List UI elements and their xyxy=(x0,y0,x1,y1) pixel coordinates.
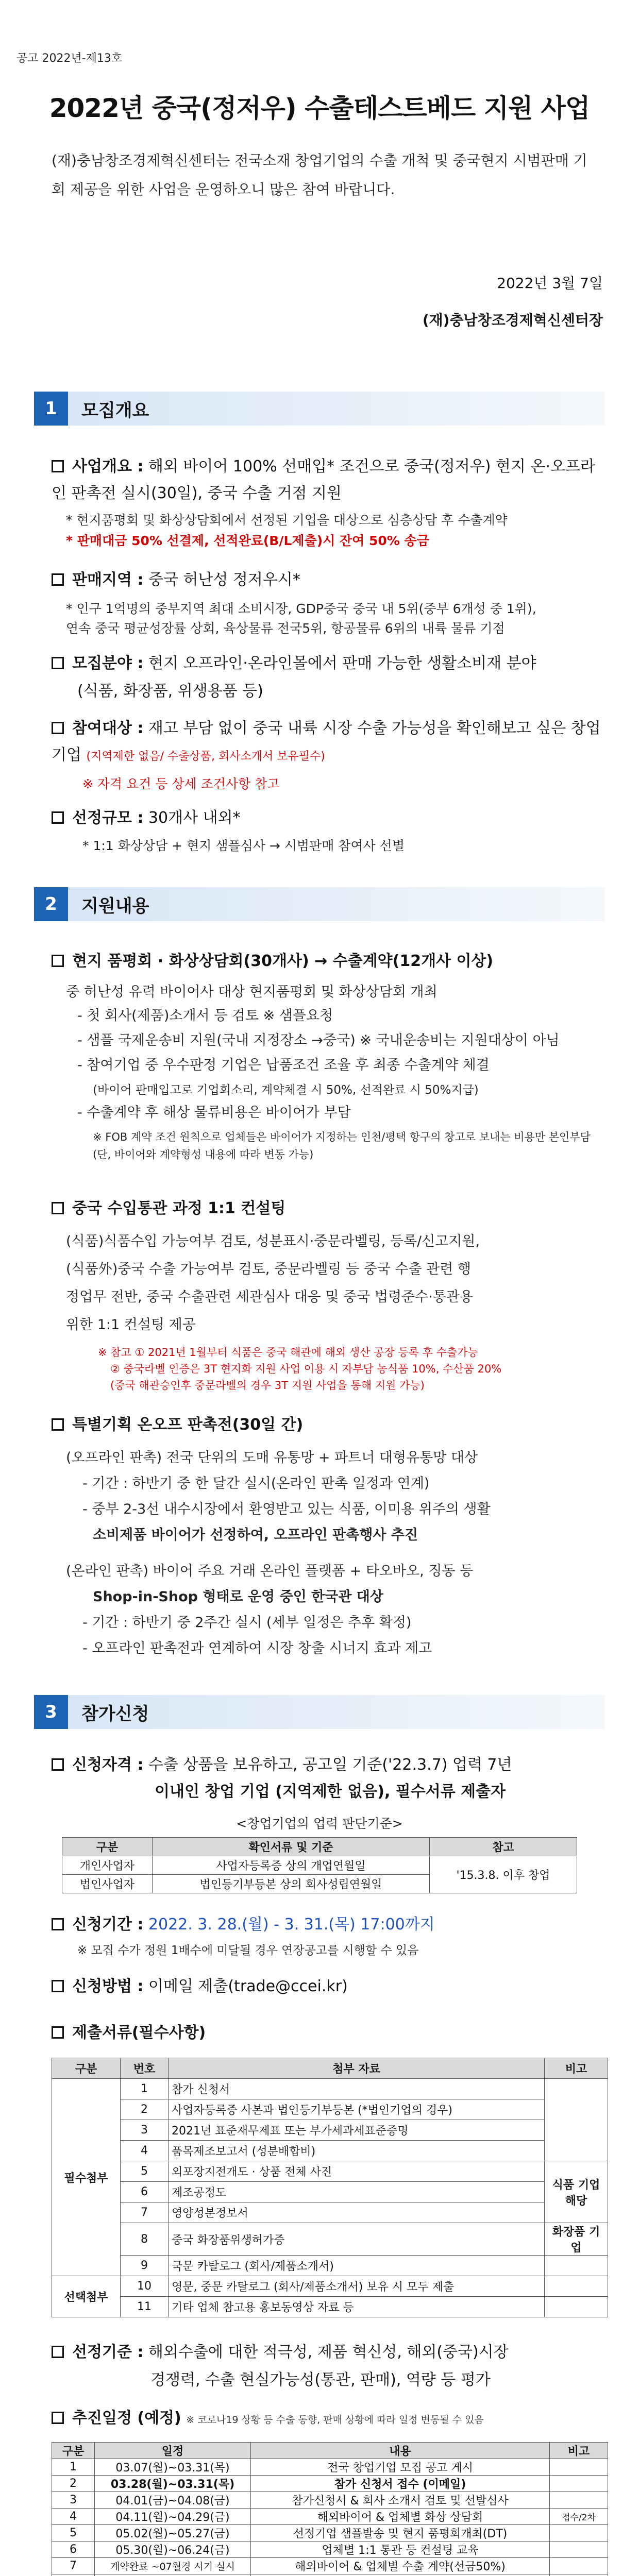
table-header-cell: 확인서류 및 기준 xyxy=(152,1838,429,1856)
item-sales-region: 판매지역 : 중국 허난성 정저우시* xyxy=(52,567,603,594)
support-line: - 참여기업 중 우수판정 기업은 납품조건 조율 후 최종 수출계약 체결 xyxy=(77,1057,490,1073)
table-row: 3 04.01(금)~04.08(금) 참가신청서 & 회사 소개서 검토 및 선발심사 xyxy=(52,2492,608,2509)
table-header-cell: 참고 xyxy=(430,1838,577,1856)
table-row: 1 03.07(월)~03.31(목) 전국 창업기업 모집 공고 게시 xyxy=(52,2459,608,2476)
table-row: 9 국문 카탈로그 (회사/제품소개서) xyxy=(52,2256,608,2276)
checkbox-square-icon xyxy=(52,573,64,586)
checkbox-square-icon xyxy=(52,1918,64,1930)
note-line-red: ※ 자격 요건 등 상세 조건사항 참고 xyxy=(82,776,280,791)
qualification-line-2: 이내인 창업 기업 (지역제한 없음), 필수서류 제출자 xyxy=(155,1783,506,1801)
support-line: (식품)식품수입 가능여부 검토, 성분표시·중문라벨링, 등록/신고지원, xyxy=(66,1233,480,1249)
notice-number: 공고 2022년-제13호 xyxy=(16,52,123,65)
table-row: 7 영양성분정보서 xyxy=(52,2202,608,2223)
table-row: 5 05.02(월)~05.27(금) 선정기업 샘플발송 및 현지 품평회개최(DT) xyxy=(52,2525,608,2541)
item-required-documents: 제출서류(필수사항) xyxy=(52,2020,603,2046)
section-number: 2 xyxy=(34,887,68,921)
table-caption: <창업기업의 업력 판단기준> xyxy=(236,1816,403,1831)
support-line: 위한 1:1 컨설팅 제공 xyxy=(66,1317,196,1333)
section-header-application xyxy=(34,1695,605,1729)
section-header-support xyxy=(34,887,605,921)
note-line: * 현지품평회 및 화상상담회에서 선정된 기업을 대상으로 심층상담 후 수출계약 xyxy=(66,513,508,528)
item-selection-scale: 선정규모 : 30개사 내외* xyxy=(52,805,603,832)
page-title: 2022년 중국(정저우) 수출테스트베드 지원 사업 xyxy=(49,93,590,123)
item-target: 참여대상 : 재고 부담 없이 중국 내륙 시장 수출 가능성을 확인해보고 싶은 창업기업 (지역제한 없음/ 수출상품, 회사소개서 보유필수) xyxy=(52,719,601,764)
support-line: Shop-in-Shop 형태로 운영 중인 한국관 대상 xyxy=(93,1589,383,1605)
support-line: (온라인 판촉) 바이어 주요 거래 온라인 플랫폼 + 타오바오, 징동 등 xyxy=(66,1563,474,1579)
checkbox-square-icon xyxy=(52,657,64,669)
support-line: - 중부 2-3선 내수시장에서 환영받고 있는 식품, 이미용 위주의 생활 xyxy=(82,1501,491,1517)
schedule-table: 구분 일정 내용 비고 1 03.07(월)~03.31(목) 전국 창업기업 모집 공고 게시 2 03.28(월)~03.31(목) 참가 신청서 접수 (이메일) 3 04.01(금)~04.08(금) 참가신청서 & 회사 소개서 검토 및 선발심사 4 04.11(월)~04.29(금) 해외바이어 & 업체별 화상 상담회 접수/2차 5 05.02(월)~05.27(금) 선정기업 샘플발송 및 현지 품평회개최(DT) 6 05.30(월)~06.24(금) 업체별 1:1 통관 등 컨설팅 교육 7 계약완료 ~07월경 시기 실시 해외바이어 & 업체별 수출 계약(선금50%) xyxy=(52,2442,608,2576)
checkbox-square-icon xyxy=(52,1980,64,1992)
support-line: 중 허난성 유력 바이어사 대상 현지품평회 및 화상상담회 개최 xyxy=(66,984,438,1000)
table-row: 선택첨부 10 영문, 중문 카탈로그 (회사/제품소개서) 보유 시 모두 제출 xyxy=(52,2276,608,2297)
checkbox-square-icon xyxy=(52,955,64,967)
note-line: 연속 중국 평균성장률 상회, 육상물류 전국5위, 항공물류 6위의 내륙 물류 기점 xyxy=(66,621,505,636)
table-row: 법인사업자 법인등기부등본 상의 회사성립연월일 xyxy=(62,1875,577,1893)
note-line: * 인구 1억명의 중부지역 최대 소비시장, GDP중국 중국 내 5위(중부 6개성 중 1위), xyxy=(66,601,536,616)
section-title: 참가신청 xyxy=(68,1695,605,1729)
organization-name: (재)충남창조경제혁신센터장 xyxy=(422,312,603,329)
table-row: 6 제조공정도 xyxy=(52,2182,608,2202)
table-row: 필수첨부 1 참가 신청서 xyxy=(52,2079,608,2099)
section-header-overview xyxy=(34,392,605,426)
support-line: - 샘플 국제운송비 지원(국내 지정장소 →중국) ※ 국내운송비는 지원대상이 아님 xyxy=(77,1032,560,1048)
item-selection-criteria: 선정기준 : 해외수출에 대한 적극성, 제품 혁신성, 해외(중국)시장 xyxy=(52,2339,603,2366)
selection-criteria-line-2: 경쟁력, 수출 현실가능성(통관, 판매), 역량 등 평가 xyxy=(150,2371,491,2389)
section-title: 모집개요 xyxy=(68,392,605,426)
support-program-2-heading: 중국 수입통관 과정 1:1 컨설팅 xyxy=(52,1195,603,1222)
note-line-red: * 판매대금 50% 선결제, 선적완료(B/L제출)시 잔여 50% 송금 xyxy=(66,533,429,548)
support-line: (바이어 판매입고로 기업회소리, 계약체결 시 50%, 선적완료 시 50%지급) xyxy=(93,1083,479,1097)
documents-table: 구분 번호 첨부 자료 비고 필수첨부 1 참가 신청서 2 사업자등록증 사본과 법인등기부등본 (*법인기업의 경우) 3 2021년 표준재무제표 또는 부가세과세표준증명 4 품목제조보고서 (성분배합비) 5 외포장지전개도 · 상품 전체 사진 식품 기업 해당 6 제조공정도 7 영양성분정보서 8 중국 화장품위생허가증 화장품 기업 9 국문 카탈로그 (회사/제품소개서) 선택첨부 10 영문, 중문 카탈로그 (회사/제품소개서) 보유 시 모두 제출 11 기타 업체 참고용 홍보동영상 자료 등 xyxy=(52,2058,608,2317)
checkbox-square-icon xyxy=(52,2346,64,2358)
item-application-period: 신청기간 : 2022. 3. 28.(월) - 3. 31.(목) 17:00까지 xyxy=(52,1911,603,1938)
support-note-red: ※ 참고 ① 2021년 1월부터 식품은 중국 해관에 해외 생산 공장 등록 후 수출가능 xyxy=(98,1346,478,1359)
item-business-overview: 사업개요 : 해외 바이어 100% 선매입* 조건으로 중국(정저우) 현지 온·오프라인 판촉전 실시(30일), 중국 수출 거점 지원 xyxy=(52,457,595,502)
table-header-cell: 구분 xyxy=(62,1838,153,1856)
support-program-1-heading: 현지 품평회 · 화상상담회(30개사) → 수출계약(12개사 이상) xyxy=(52,948,603,975)
support-line: 소비제품 바이어가 선정하여, 오프라인 판촉행사 추진 xyxy=(93,1527,418,1543)
table-row: 4 품목제조보고서 (성분배합비) xyxy=(52,2141,608,2161)
table-row: 8 중국 화장품위생허가증 화장품 기업 xyxy=(52,2223,608,2256)
checkbox-square-icon xyxy=(52,1758,64,1771)
table-row: 4 04.11(월)~04.29(금) 해외바이어 & 업체별 화상 상담회 접수/2차 xyxy=(52,2509,608,2525)
support-line: - 기간 : 하반기 중 한 달간 실시(온라인 판촉 일정과 연계) xyxy=(82,1476,430,1492)
support-line: - 오프라인 판촉전과 연계하여 시장 창출 시너지 효과 제고 xyxy=(82,1640,432,1656)
support-note-red: (중국 해관승인후 중문라벨의 경우 3T 지원 사업을 통해 지원 가능) xyxy=(110,1379,425,1392)
table-row: 6 05.30(월)~06.24(금) 업체별 1:1 통관 등 컨설팅 교육 xyxy=(52,2541,608,2558)
startup-age-table xyxy=(62,1837,577,1893)
support-line: (오프라인 판촉) 전국 단위의 도매 유통망 + 파트너 대형유통망 대상 xyxy=(66,1450,478,1466)
item-recruit-field: 모집분야 : 현지 오프라인·온라인몰에서 판매 가능한 생활소비재 분야 xyxy=(52,650,603,677)
table-row: 7 계약완료 ~07월경 시기 실시 해외바이어 & 업체별 수출 계약(선금50%) xyxy=(52,2558,608,2574)
table-row: 2 사업자등록증 사본과 법인등기부등본 (*법인기업의 경우) xyxy=(52,2099,608,2120)
section-number: 3 xyxy=(34,1695,68,1729)
item-schedule: 추진일정 (예정) ※ 코로나19 상황 등 수출 동향, 판매 상황에 따라 일정 변동될 수 있음 xyxy=(52,2405,603,2433)
support-line: - 기간 : 하반기 중 2주간 실시 (세부 일정은 추후 확정) xyxy=(82,1615,412,1631)
notice-date: 2022년 3월 7일 xyxy=(497,275,603,292)
checkbox-square-icon xyxy=(52,2026,64,2039)
support-program-3-heading: 특별기획 온오프 판촉전(30일 간) xyxy=(52,1412,603,1438)
checkbox-square-icon xyxy=(52,2412,64,2424)
intro-paragraph: (재)충남창조경제혁신센터는 전국소재 창업기업의 수출 개척 및 중국현지 시범판매 기회 제공을 위한 사업을 운영하오니 많은 참여 바랍니다. xyxy=(52,152,587,198)
checkbox-square-icon xyxy=(52,460,64,472)
table-row: 3 2021년 표준재무제표 또는 부가세과세표준증명 xyxy=(52,2120,608,2141)
support-note: ※ FOB 계약 조건 원칙으로 업체들은 바이어가 지정하는 인천/평택 항구의 창고로 보내는 비용만 본인부담(단, 바이어와 계약형성 내용에 따라 변동 가능) xyxy=(93,1131,591,1161)
table-row: 11 기타 업체 참고용 홍보동영상 자료 등 xyxy=(52,2297,608,2317)
item-recruit-field-examples: (식품, 화장품, 위생용품 등) xyxy=(77,682,263,700)
checkbox-square-icon xyxy=(52,811,64,824)
section-number: 1 xyxy=(34,392,68,426)
checkbox-square-icon xyxy=(52,1202,64,1214)
note-line: * 1:1 화상상담 + 현지 샘플심사 → 시범판매 참여사 선별 xyxy=(82,838,405,853)
note-line: ※ 모집 수가 정원 1배수에 미달될 경우 연장공고를 시행할 수 있음 xyxy=(77,1944,419,1957)
table-row: 2 03.28(월)~03.31(목) 참가 신청서 접수 (이메일) xyxy=(52,2476,608,2492)
support-line: - 첫 회사(제품)소개서 등 검토 ※ 샘플요청 xyxy=(77,1008,333,1024)
support-line: 정업무 전반, 중국 수출관련 세관심사 대응 및 중국 법령준수·통관용 xyxy=(66,1289,474,1305)
support-line: - 수출계약 후 해상 물류비용은 바이어가 부담 xyxy=(77,1105,351,1121)
item-qualification: 신청자격 : 수출 상품을 보유하고, 공고일 기준('22.3.7) 업력 7년 xyxy=(52,1752,603,1778)
support-note-red: ② 중국라벨 인증은 3T 현지화 지원 사업 이용 시 자부담 농식품 10%, 수산품 20% xyxy=(110,1363,502,1375)
support-line: (식품外)중국 수출 가능여부 검토, 중문라벨링 등 중국 수출 관련 행 xyxy=(66,1261,471,1277)
checkbox-square-icon xyxy=(52,1418,64,1431)
table-row: 5 외포장지전개도 · 상품 전체 사진 식품 기업 해당 xyxy=(52,2161,608,2182)
item-application-method: 신청방법 : 이메일 제출(trade@ccei.kr) xyxy=(52,1973,603,2000)
checkbox-square-icon xyxy=(52,722,64,734)
section-title: 지원내용 xyxy=(68,887,605,921)
table-row: 개인사업자 사업자등록증 상의 개업연월일 '15.3.8. 이후 창업 xyxy=(62,1856,577,1875)
table-row xyxy=(52,2574,608,2576)
